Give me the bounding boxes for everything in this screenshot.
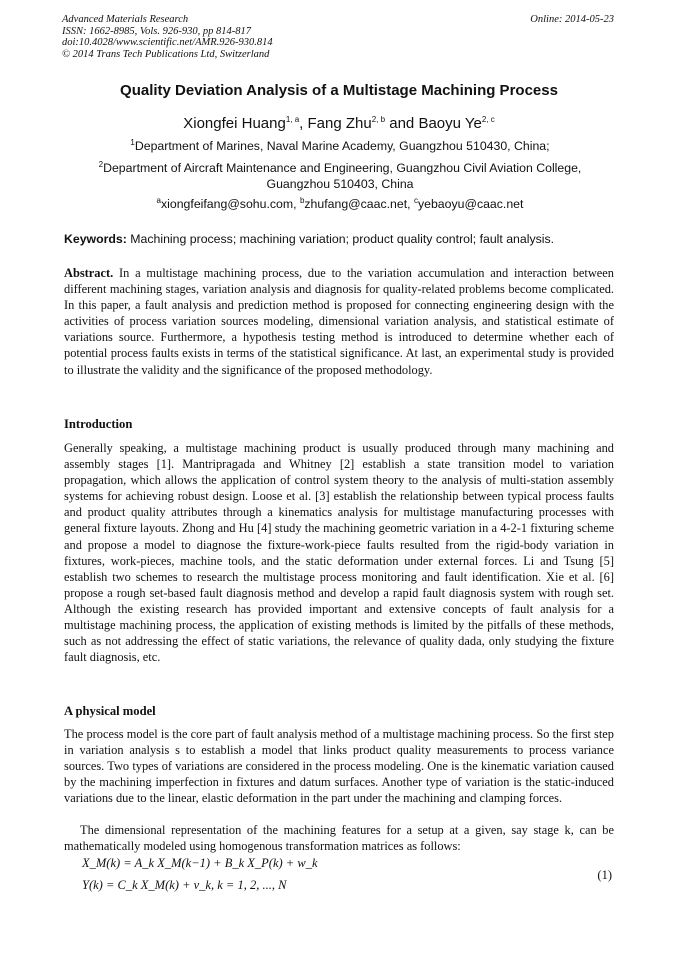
affiliation-text: Guangzhou 510403, China — [266, 177, 414, 191]
issn-line: ISSN: 1662-8985, Vols. 926-930, pp 814-817 — [62, 25, 251, 37]
doi-line: doi:10.4028/www.scientific.net/AMR.926-930.814 — [62, 37, 273, 48]
author-superscript: 2, b — [371, 115, 386, 124]
affiliation-text: Department of Marines, Naval Marine Academy, Guangzhou 510430, China; — [134, 139, 550, 153]
affiliation-marker: 2 — [98, 159, 104, 169]
affiliation-text: Department of Aircraft Maintenance and Engineering, Guangzhou Civil Aviation College, — [103, 161, 582, 175]
journal-name: Advanced Materials Research — [62, 14, 189, 25]
physical-model-paragraph: The process model is the core part of fault analysis method of a multistage machining process. So the first step in variation analysis s to establish a model that links product quality measurements to process variance sources. Two types of variations are considered in the process modeling. One is the kinematic variation caused by the machining imperfection in fixtures and datum surfaces. Another type of variation is the static-induced variations due to the linear, elastic deformation in the part under the machining and clamping forces. — [64, 727, 614, 806]
section-heading-physical-model: A physical model — [64, 704, 156, 718]
affiliation-marker: 1 — [130, 137, 135, 147]
author-name: Fang Zhu — [307, 115, 372, 132]
author-superscript: 1, a — [285, 115, 300, 124]
keywords-label: Keywords: — [64, 232, 127, 246]
affiliation-2 — [60, 160, 620, 192]
author-separator: and — [385, 115, 419, 132]
author-superscript: 2, c — [481, 115, 495, 124]
copyright-line: © 2014 Trans Tech Publications Ltd, Switzerland — [62, 48, 270, 60]
equation-line-1: X_M(k) = A_k X_M(k−1) + B_k X_P(k) + w_k — [82, 856, 318, 870]
email-marker: a — [156, 195, 161, 205]
online-date: Online: 2014-05-23 — [530, 14, 614, 25]
email-marker: b — [299, 195, 305, 205]
keywords — [64, 232, 616, 246]
email-address: zhufang@caac.net, — [304, 197, 414, 211]
equation-line-2: Y(k) = C_k X_M(k) + v_k, k = 1, 2, ..., N — [82, 878, 287, 892]
author-line — [0, 115, 678, 132]
abstract-text: In a multistage machining process, due to the variation accumulation and interaction between different machining stages, variation analysis and diagnosis for quality-related problems become complicated. In this paper, a fault analysis and prediction method is proposed for connecting engineering design with the activities of process variation sources modeling, dimensional variation analysis, and statistical estimate of variations source. Furthermore, a hypothesis testing method is introduced to determine whether each of potential process faults exists in terms of the statistical significance. At last, an experimental study is provided to illustrate the validity and the significance of the proposed methodology. — [64, 266, 614, 377]
keywords-text: Machining process; machining variation; product quality control; fault analysis. — [126, 232, 555, 246]
email-marker: c — [413, 195, 418, 205]
physical-model-paragraph-2: The dimensional representation of the machining features for a setup at a given, say stage k, can be mathematically modeled using homogenous transformation matrices as follows: — [64, 823, 614, 854]
email-line — [60, 196, 620, 212]
email-address: xiongfeifang@sohu.com, — [161, 197, 300, 211]
section-heading-introduction: Introduction — [64, 417, 133, 431]
author-separator: , — [299, 115, 308, 132]
abstract — [64, 265, 614, 378]
email-address: yebaoyu@caac.net — [417, 197, 524, 211]
paper-title: Quality Deviation Analysis of a Multistage Machining Process — [120, 82, 558, 99]
author-name: Xiongfei Huang — [183, 115, 286, 132]
author-name: Baoyu Ye — [418, 115, 482, 132]
abstract-label: Abstract. — [64, 266, 114, 280]
affiliation-1 — [60, 138, 620, 154]
equation-number: (1) — [597, 868, 612, 882]
introduction-paragraph: Generally speaking, a multistage machining product is usually produced through many machining and assembly stages [1]. Mantripragada and Whitney [2] establish a state transition model to variation propagation, which allows the application of control system theory to the analysis of multi-station assembly systems for achieving robust design. Loose et al. [3] establish the relationship between typical process faults and product quality attributes through a kinematics analysis for multistage manufacturing processes with general fixture layouts. Zhong and Hu [4] study the machining geometric variation in a 4-2-1 fixturing scheme and propose a model to diagnose the fixture-work-piece faults resulted from the rigid-body variation in fixtures, work-pieces, machine tools, and the static deformation under external forces. Li and Tsung [5] establish two schemes to research the multistage process monitoring and fault identification. Xie et al. [6] propose a rough set-based fault diagnosis method and develop a rapid fault diagnosis system with rough set. Although the existing research has provided important and extensive concepts of fault analysis for a multistage machining process, the application of existing methods is limited by the pitfalls of these methods, such as not addressing the effect of static variations, the relevance of quality dada, only studying the fixture fault diagnosis, etc. — [64, 441, 614, 665]
journal-header — [62, 14, 614, 60]
